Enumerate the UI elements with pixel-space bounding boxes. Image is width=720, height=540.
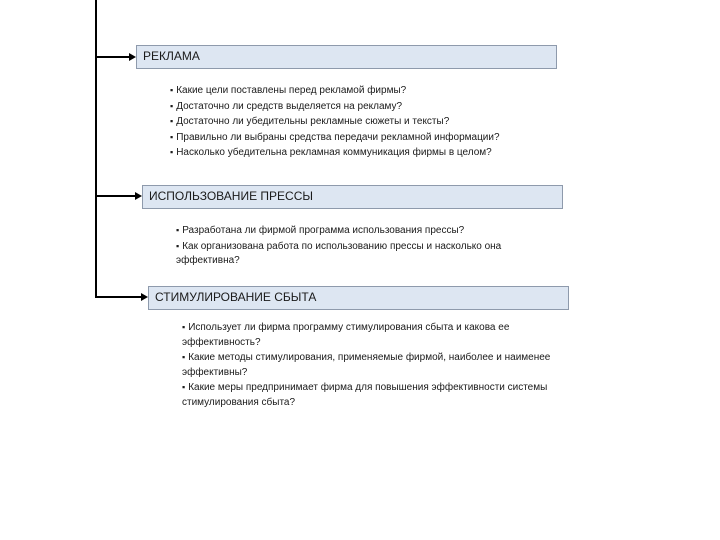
list-item: ▪ Разработана ли фирмой программа использования прессы? xyxy=(176,223,526,239)
list-item: ▪ Достаточно ли средств выделяется на рекламу? xyxy=(170,99,500,115)
connector-stimul xyxy=(95,296,141,298)
section-box-stimul xyxy=(148,286,569,310)
list-item: ▪ Какие методы стимулирования, применяемые фирмой, наиболее и наименее эффективны? xyxy=(182,350,554,380)
list-item: ▪ Как организована работа по использованию прессы и насколько она эффективна? xyxy=(176,239,526,269)
list-item: ▪ Какие меры предпринимает фирма для повышения эффективности системы стимулирования сбыта? xyxy=(182,380,554,410)
trunk-line xyxy=(95,0,97,298)
section-title: СТИМУЛИРОВАНИЕ СБЫТА xyxy=(155,290,317,304)
section-box-pressa xyxy=(142,185,563,209)
list-item: ▪ Какие цели поставлены перед рекламой фирмы? xyxy=(170,83,500,99)
connector-reklama xyxy=(95,56,129,58)
section-title: РЕКЛАМА xyxy=(143,49,200,63)
section-title: ИСПОЛЬЗОВАНИЕ ПРЕССЫ xyxy=(149,189,314,203)
question-list-reklama xyxy=(170,83,500,161)
list-item: ▪ Достаточно ли убедительны рекламные сюжеты и тексты? xyxy=(170,114,500,130)
arrow-stimul xyxy=(141,293,148,301)
arrow-pressa xyxy=(135,192,142,200)
list-item: ▪ Насколько убедительна рекламная коммуникация фирмы в целом? xyxy=(170,145,500,161)
question-list-stimul xyxy=(182,320,554,410)
list-item: ▪ Правильно ли выбраны средства передачи рекламной информации? xyxy=(170,130,500,146)
arrow-reklama xyxy=(129,53,136,61)
connector-pressa xyxy=(95,195,135,197)
section-box-reklama xyxy=(136,45,557,69)
list-item: ▪ Использует ли фирма программу стимулирования сбыта и какова ее эффективность? xyxy=(182,320,554,350)
question-list-pressa xyxy=(176,223,526,269)
